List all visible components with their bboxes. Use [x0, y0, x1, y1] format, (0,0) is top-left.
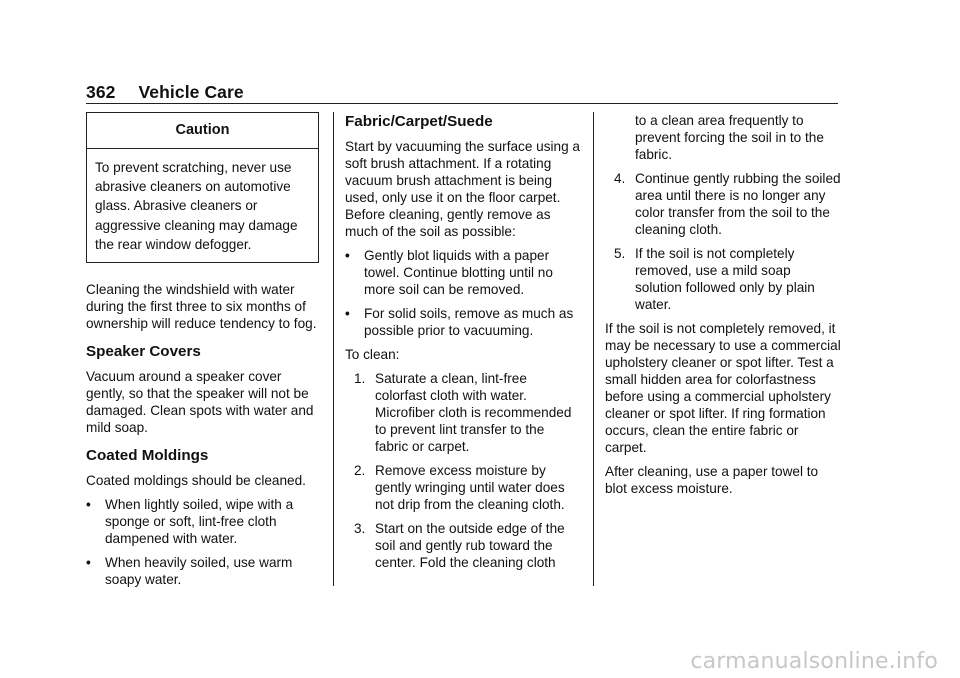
caution-title: Caution [87, 113, 318, 149]
page-number: 362 [86, 82, 116, 102]
fabric-intro: Start by vacuuming the surface using a soft brush attachment. If a rotating vacuum brush attachment is being used, only use it on the floor carpet. Before cleaning, gently remove as much of the soil as possible: [345, 139, 580, 239]
step-number: 1. [354, 371, 366, 386]
list-item [345, 462, 581, 513]
bullet-mark: • [345, 306, 350, 321]
step-number: 2. [354, 463, 366, 478]
bullet-text: When heavily soiled, use warm soapy water. [105, 555, 293, 588]
step-text: If the soil is not completely removed, use a mild soap solution followed only by plain water. [635, 246, 815, 312]
upholstery-cleaner-paragraph: If the soil is not completely removed, it may be necessary to use a commercial upholstery cleaner or spot lifter. Test a small hidden area for colorfastness before using a commercial upholstery cleaner or spot lifter. If ring formation occurs, clean the entire fabric or carpet. [605, 321, 841, 455]
cleaning-steps-continued [605, 112, 841, 313]
bullet-mark: • [345, 248, 350, 263]
cleaning-steps [345, 370, 581, 571]
to-clean-label: To clean: [345, 347, 400, 362]
list-item [86, 554, 319, 588]
list-item [345, 520, 581, 571]
step-text: Continue gently rubbing the soiled area until there is no longer any color transfer from the soil to the cleaning cloth. [635, 171, 841, 237]
step-text: to a clean area frequently to prevent forcing the soil in to the fabric. [635, 113, 824, 162]
after-cleaning-paragraph: After cleaning, use a paper towel to blot excess moisture. [605, 464, 819, 496]
bullet-mark: • [86, 555, 91, 571]
windshield-paragraph: Cleaning the windshield with water during the first three to six months of ownership will reduce tendency to fog. [86, 282, 317, 332]
column-3 [605, 112, 841, 504]
column-divider-1 [333, 112, 334, 586]
caution-box [86, 112, 319, 263]
speaker-covers-text: Vacuum around a speaker cover gently, so that the speaker will not be damaged. Clean spots with water and mild soap. [86, 369, 314, 436]
list-item [345, 370, 581, 455]
bullet-text: For solid soils, remove as much as possible prior to vacuuming. [364, 306, 574, 338]
step-number: 4. [614, 171, 626, 186]
list-item [605, 170, 841, 238]
coated-moldings-intro: Coated moldings should be cleaned. [86, 473, 306, 489]
coated-moldings-heading: Coated Moldings [86, 447, 209, 465]
caution-text: To prevent scratching, never use abrasive cleaners on automotive glass. Abrasive cleaners or aggressive cleaning may damage the rear window defogger. [95, 160, 298, 252]
bullet-mark: • [86, 497, 91, 513]
step-text: Saturate a clean, lint-free colorfast cloth with water. Microfiber cloth is recommended to prevent lint transfer to the fabric or carpet. [375, 371, 572, 454]
column-divider-2 [593, 112, 594, 586]
fabric-bullets [345, 247, 581, 339]
coated-moldings-bullets [86, 496, 319, 588]
list-item [345, 305, 581, 339]
fabric-carpet-suede-heading: Fabric/Carpet/Suede [345, 113, 493, 130]
speaker-covers-heading: Speaker Covers [86, 343, 201, 361]
list-item [345, 247, 581, 298]
column-1 [86, 112, 319, 595]
section-title: Vehicle Care [138, 82, 244, 102]
column-2 [345, 112, 581, 578]
page-header [86, 82, 244, 103]
list-item [605, 245, 841, 313]
list-item [605, 112, 841, 163]
step-number: 5. [614, 246, 626, 261]
bullet-text: Gently blot liquids with a paper towel. Continue blotting until no more soil can be removed. [364, 248, 553, 297]
bullet-text: When lightly soiled, wipe with a sponge or soft, lint-free cloth dampened with water. [105, 497, 294, 547]
step-number: 3. [354, 521, 366, 536]
step-text: Start on the outside edge of the soil and gently rub toward the center. Fold the cleaning cloth [375, 521, 565, 570]
step-text: Remove excess moisture by gently wringing until water does not drip from the cleaning cloth. [375, 463, 565, 512]
header-rule [86, 103, 838, 104]
watermark: carmanualsonline.info [690, 649, 938, 674]
list-item [86, 496, 319, 547]
